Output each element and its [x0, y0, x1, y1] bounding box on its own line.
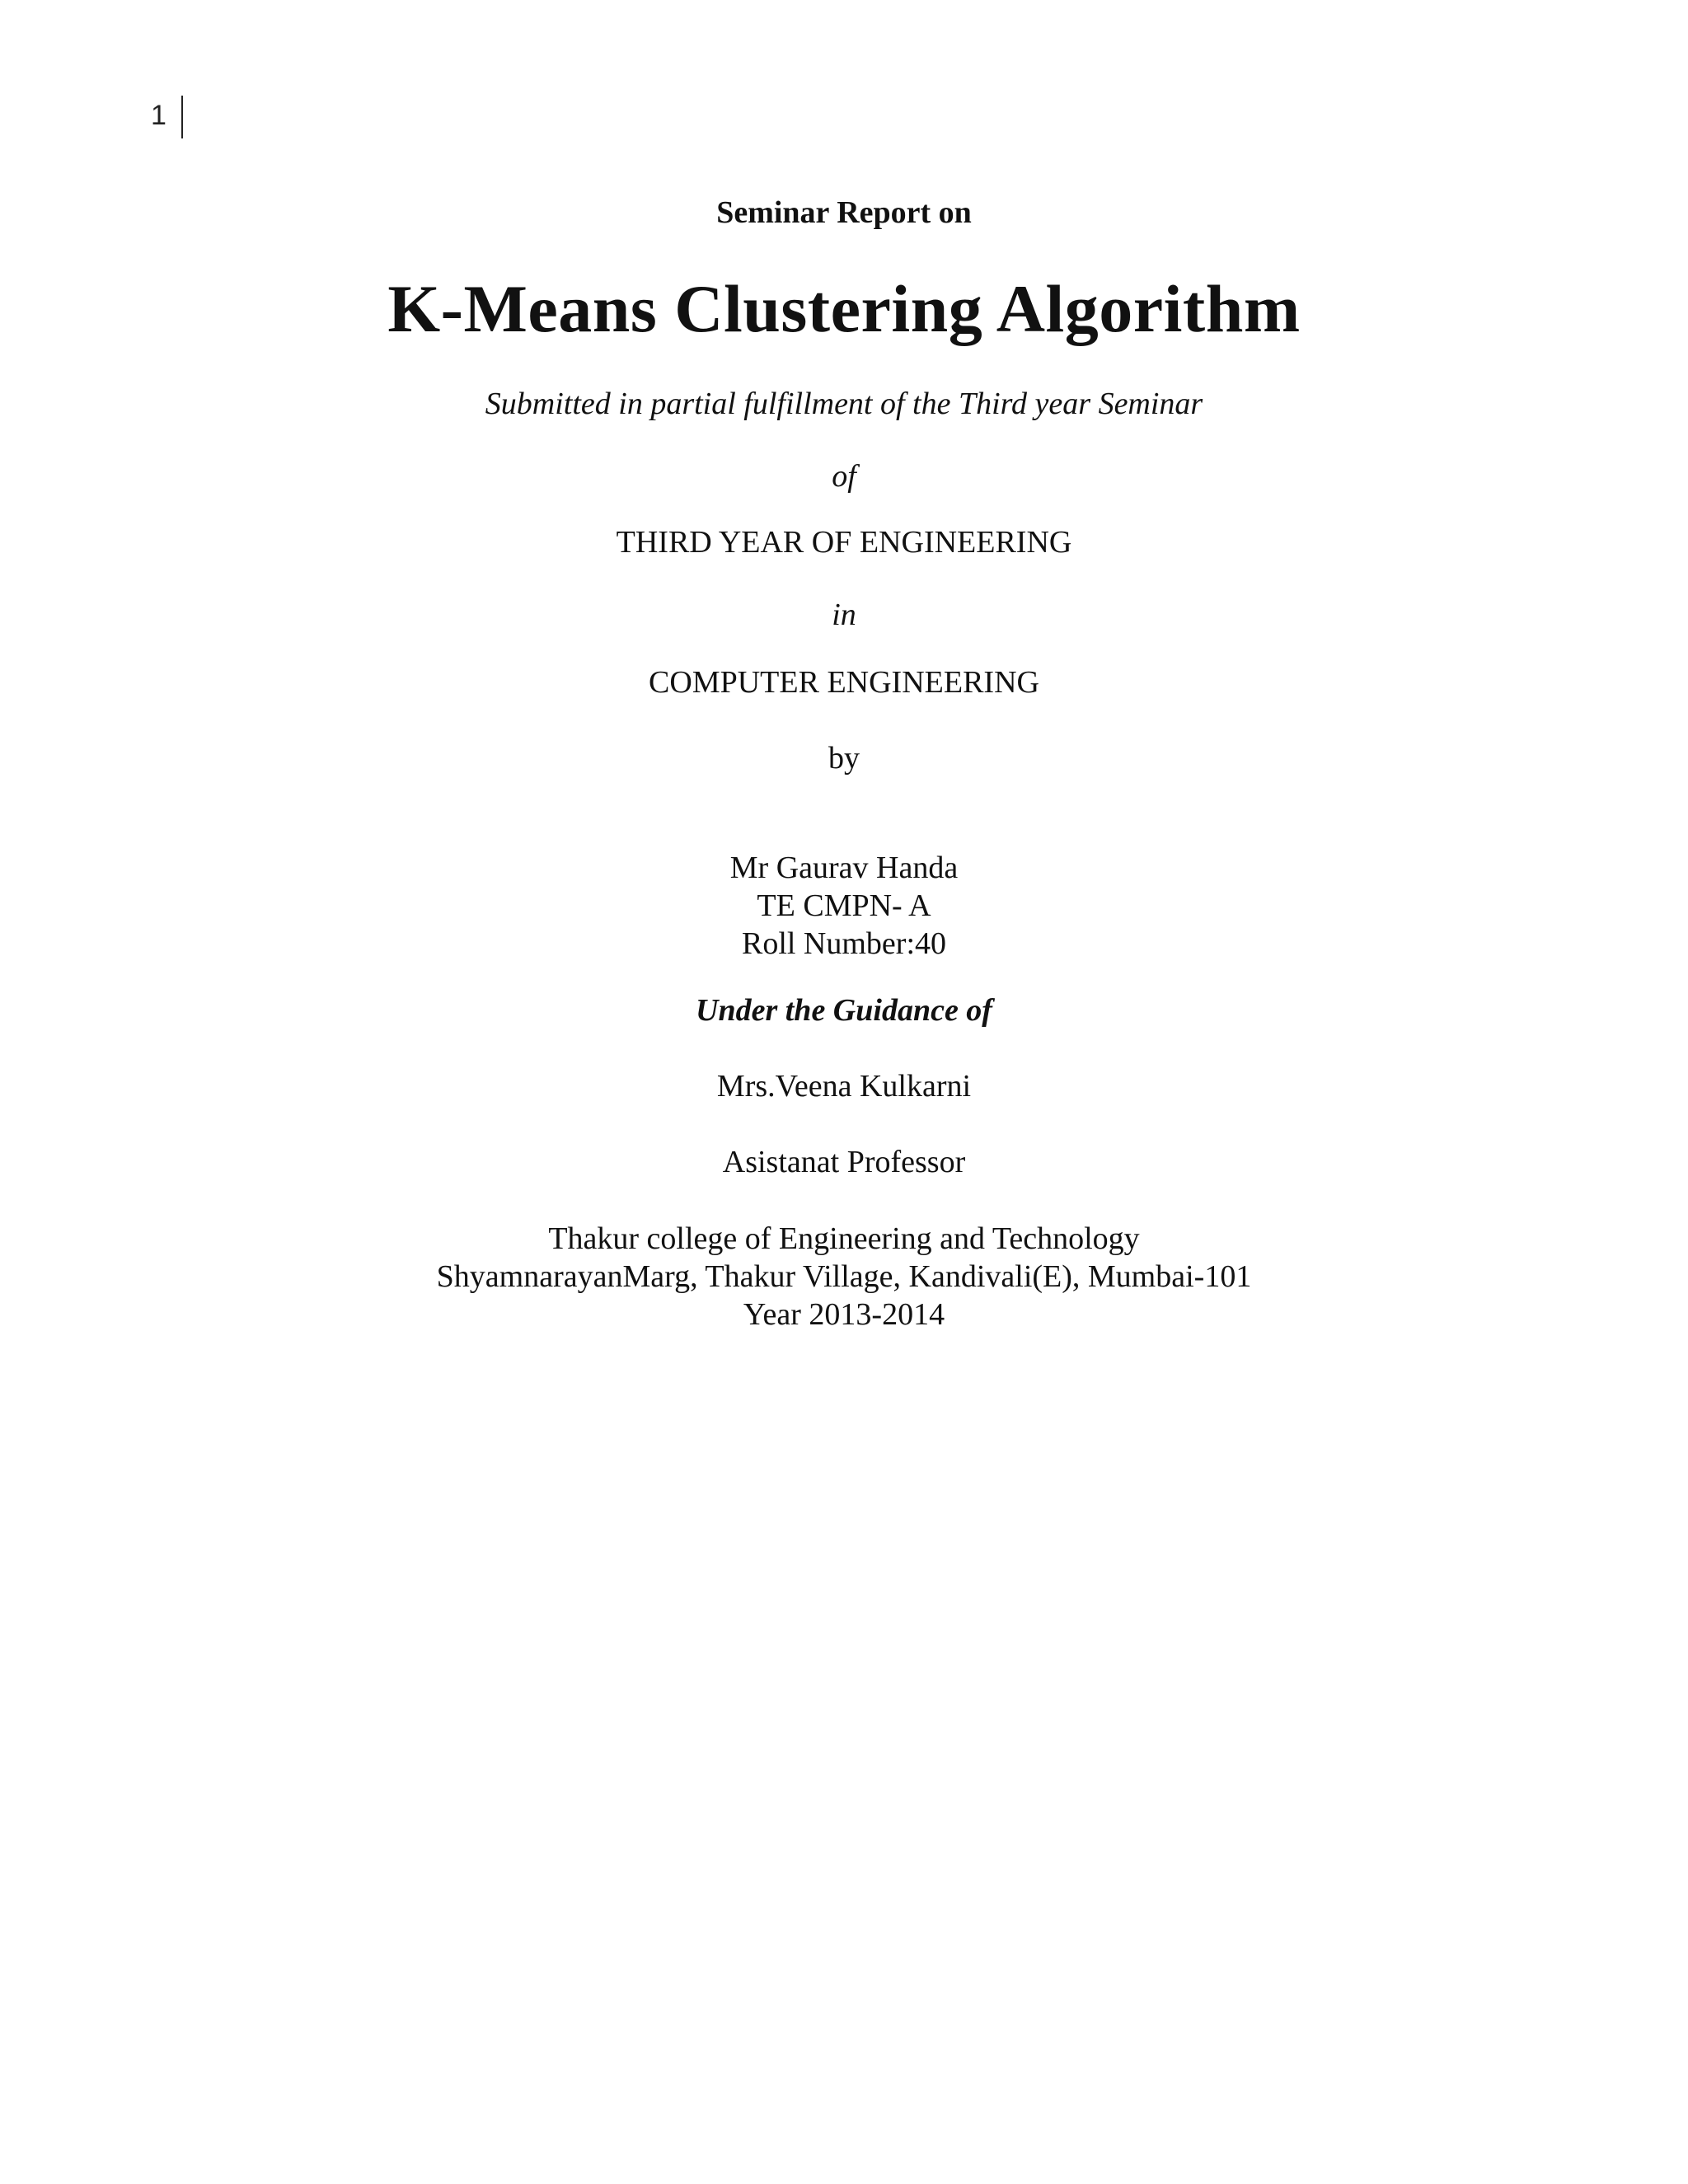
in-connector: in	[832, 598, 856, 632]
program-year: THIRD YEAR OF ENGINEERING	[616, 525, 1072, 560]
academic-year: Year 2013-2014	[743, 1297, 945, 1332]
guidance-label: Under the Guidance of	[696, 993, 992, 1028]
student-class: TE CMPN- A	[757, 888, 931, 923]
student-roll-number: Roll Number:40	[741, 926, 947, 961]
guide-title: Asistanat Professor	[722, 1145, 966, 1179]
page-number-divider	[181, 96, 183, 138]
page-number: 1	[151, 100, 166, 131]
submission-statement: Submitted in partial fulfillment of the Third year Seminar	[485, 387, 1203, 421]
college-name: Thakur college of Engineering and Technology	[548, 1221, 1140, 1256]
of-connector: of	[832, 459, 856, 494]
college-details	[0, 1220, 1688, 1333]
by-connector: by	[828, 741, 860, 776]
guide-name: Mrs.Veena Kulkarni	[716, 1069, 972, 1104]
report-label: Seminar Report on	[716, 195, 972, 230]
department-name: COMPUTER ENGINEERING	[649, 665, 1039, 700]
student-details	[0, 849, 1688, 963]
student-name: Mr Gaurav Handa	[729, 851, 959, 885]
document-title: K-Means Clustering Algorithm	[387, 271, 1301, 346]
college-address: ShyamnarayanMarg, Thakur Village, Kandivali(E), Mumbai-101	[436, 1259, 1252, 1294]
